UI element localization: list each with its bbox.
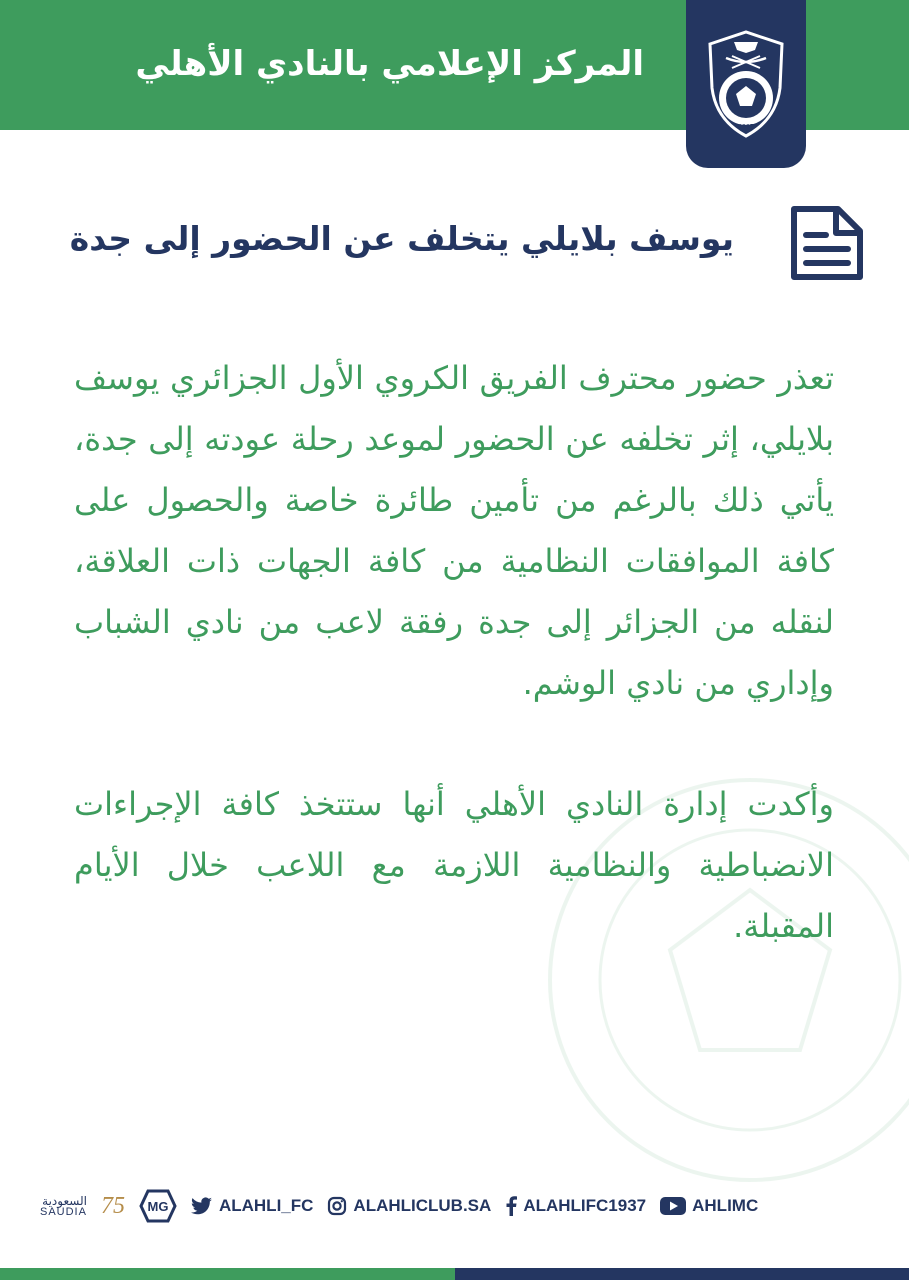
saudia-arabic-text: السعودية (42, 1193, 87, 1208)
alahli-club-crest-icon (704, 28, 788, 140)
paragraph-1: تعذر حضور محترف الفريق الكروي الأول الجزائري يوسف بلايلي، إثر تخلفه عن الحضور لموعد رحلة عودته إلى جدة، يأتي ذلك بالرغم من تأمين طائرة خاصة والحصول على كافة الموافقات النظامية من كافة الجهات ذات العلاقة، لنقله من الجزائر إلى جدة رفقة لاعب من نادي الشباب وإداري من نادي الوشم. (74, 359, 834, 702)
bottom-stripe-navy (455, 1268, 909, 1280)
youtube-icon (660, 1197, 686, 1215)
headline-row (44, 205, 864, 285)
twitter-label: ALAHLI_FC (218, 1196, 314, 1215)
article-body (74, 348, 834, 1017)
saudia-english-text: SAUDIA (40, 1205, 87, 1218)
footer (40, 1183, 870, 1229)
facebook-handle[interactable] (505, 1196, 646, 1216)
document-icon (788, 205, 864, 281)
saudia-logo (40, 1195, 87, 1218)
instagram-label: ALAHLICLUB.SA (353, 1196, 492, 1215)
instagram-handle[interactable] (327, 1196, 491, 1216)
facebook-icon (505, 1196, 517, 1216)
page-title: المركز الإعلامي بالنادي الأهلي (135, 44, 644, 84)
bottom-stripe-green (0, 1268, 455, 1280)
paragraph-2: وأكدت إدارة النادي الأهلي أنها ستتخذ كافة الإجراءات الانضباطية والنظامية اللازمة مع اللاعب خلال الأيام المقبلة. (74, 785, 834, 945)
facebook-label: ALAHLIFC1937 (523, 1196, 647, 1215)
crest-year: 1937 (738, 124, 754, 131)
twitter-icon (191, 1197, 213, 1215)
youtube-label: AHLIMC (692, 1196, 759, 1215)
club-logo-plate (686, 0, 806, 168)
headline: يوسف بلايلي يتخلف عن الحضور إلى جدة (69, 219, 734, 258)
instagram-icon (327, 1196, 347, 1216)
mg-logo-text: MG (147, 1199, 169, 1214)
anniversary-badge: 75 (100, 1192, 125, 1219)
mg-logo-icon (139, 1187, 177, 1225)
twitter-handle[interactable] (191, 1196, 313, 1216)
youtube-handle[interactable] (660, 1196, 758, 1216)
